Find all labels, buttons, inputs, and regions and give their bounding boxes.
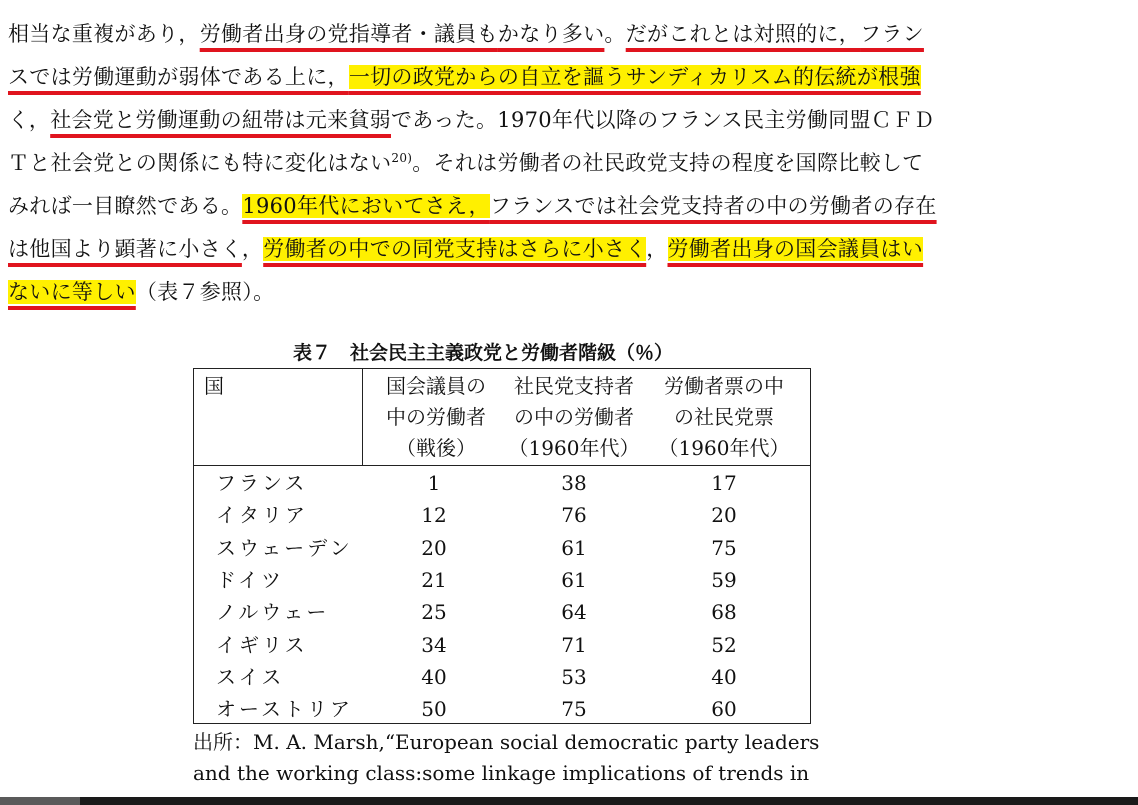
paragraph-line-1 [8,14,924,54]
paragraph-line-4 [8,143,923,183]
table-row [194,564,810,596]
cell-supporters-workers: 61 [561,535,587,560]
cell-worker-votes: 75 [711,535,737,560]
header-text: 社民党支持者 [514,374,634,398]
cell-country: フランス [216,471,308,495]
highlighted-text: 一切の政党からの自立を謳うサンディカリスム的伝統が根強 [348,65,921,89]
underlined-text: だがこれとは対照的に， [625,22,861,46]
underlined-text: は他国より顕著に小さく [8,237,242,261]
paragraph-line-3 [8,100,935,140]
highlighted-text: 労働者の中での同党支持はさらに小さく [263,237,647,261]
header-text: 中の労働者 [386,405,486,429]
highlighted-text: ないに等しい [8,280,136,304]
paragraph-text: 相当な重複があり， [8,22,200,46]
cell-country: イギリス [216,632,308,657]
table-header-rule [194,465,810,466]
cell-supporters-workers: 76 [561,503,587,528]
paragraph-text: Ｔと社会党との関係にも特に変化はない [8,151,392,175]
header-country [204,371,244,402]
cell-country: スイス [216,664,285,689]
cell-supporters-workers: 71 [561,632,587,657]
paragraph-text: 。 [604,22,626,46]
cell-mp-workers: 34 [421,632,447,657]
cell-mp-workers: 40 [421,664,447,689]
cell-worker-votes: 17 [711,471,737,495]
table-source [193,727,823,789]
cell-mp-workers: 21 [421,567,447,592]
cell-supporters-workers: 53 [561,664,587,689]
table-row [194,467,810,499]
header-text: の中の労働者 [514,405,634,429]
source-line: 出所：M. A. Marsh,“European social democratic party leaders [193,730,820,754]
cell-supporters-workers: 38 [561,471,587,495]
cell-country: ノルウェー [216,600,330,625]
underlined-text: フランスでは社会党支持者の中の労働者の存在 [489,194,937,218]
data-table [193,368,811,724]
cell-country: イタリア [216,503,308,528]
header-text: 国会議員の [386,374,486,398]
paragraph-line-2 [8,57,921,97]
table-divider [362,369,363,465]
header-text: 国 [204,374,224,398]
header-text: 労働者票の中 [664,374,784,398]
table-row [194,629,810,661]
scrollbar-thumb[interactable] [0,797,80,805]
paragraph-text: （表７参照）。 [135,280,275,304]
header-mp-workers [376,371,496,464]
cell-supporters-workers: 64 [561,600,587,625]
header-text: （1960年代） [658,436,790,460]
cell-mp-workers: 25 [421,600,447,625]
paragraph-text: く， [8,108,51,132]
underlined-text: スでは労働運動が弱体である上に， [8,65,349,89]
paragraph-text: 。それは労働者の社民政党支持の程度を国際比較して [412,151,924,175]
cell-worker-votes: 40 [711,664,737,689]
cell-country: ドイツ [216,567,284,592]
footnote-ref: 20) [391,151,413,165]
header-text: （戦後） [396,436,476,460]
paragraph-text: ， [241,237,264,261]
table-row [194,596,810,628]
cell-mp-workers: 50 [421,697,447,722]
paragraph-text: ， [646,237,668,261]
cell-supporters-workers: 61 [561,567,587,592]
cell-mp-workers: 12 [421,503,447,528]
underlined-text: 社会党と労働運動の紐帯は元来貧弱 [50,108,391,132]
table-caption: 表７ 社会民主主義政党と労働者階級（％） [293,342,674,364]
paragraph-line-5 [8,186,937,226]
source-line: and the working class:some linkage implications of trends in [193,761,810,785]
table-row [194,661,810,693]
underlined-text: フラン [860,22,924,46]
header-supporters-workers [506,371,642,464]
header-text: （1960年代） [508,436,640,460]
underlined-text: かなり多い [497,22,605,46]
table-row [194,693,810,725]
cell-country: オーストリア [216,697,353,722]
cell-worker-votes: 20 [711,503,737,528]
cell-worker-votes: 60 [711,697,737,722]
table-row [194,499,810,531]
paragraph-line-6 [8,229,923,269]
cell-mp-workers: 1 [427,471,441,495]
cell-worker-votes: 68 [711,600,737,625]
paragraph-text: みれば一目瞭然である。 [8,194,243,218]
table-row [194,532,810,564]
header-text: の社民党票 [674,405,774,429]
highlighted-text: 労働者出身の国会議員はい [667,237,924,261]
cell-supporters-workers: 75 [561,697,587,722]
cell-worker-votes: 59 [711,567,737,592]
cell-mp-workers: 20 [421,535,447,560]
paragraph-text: であった。1970年代以降のフランス民主労働同盟ＣＦＤ [391,108,935,132]
underlined-text: 労働者出身の党指導者・議員も [199,22,498,46]
highlighted-text: 1960年代においてさえ， [242,194,490,218]
paragraph-line-7 [8,272,274,312]
cell-country: スウェーデン [216,535,353,560]
cell-worker-votes: 52 [711,632,737,657]
horizontal-scrollbar[interactable] [0,797,1138,805]
header-worker-votes [656,371,792,464]
